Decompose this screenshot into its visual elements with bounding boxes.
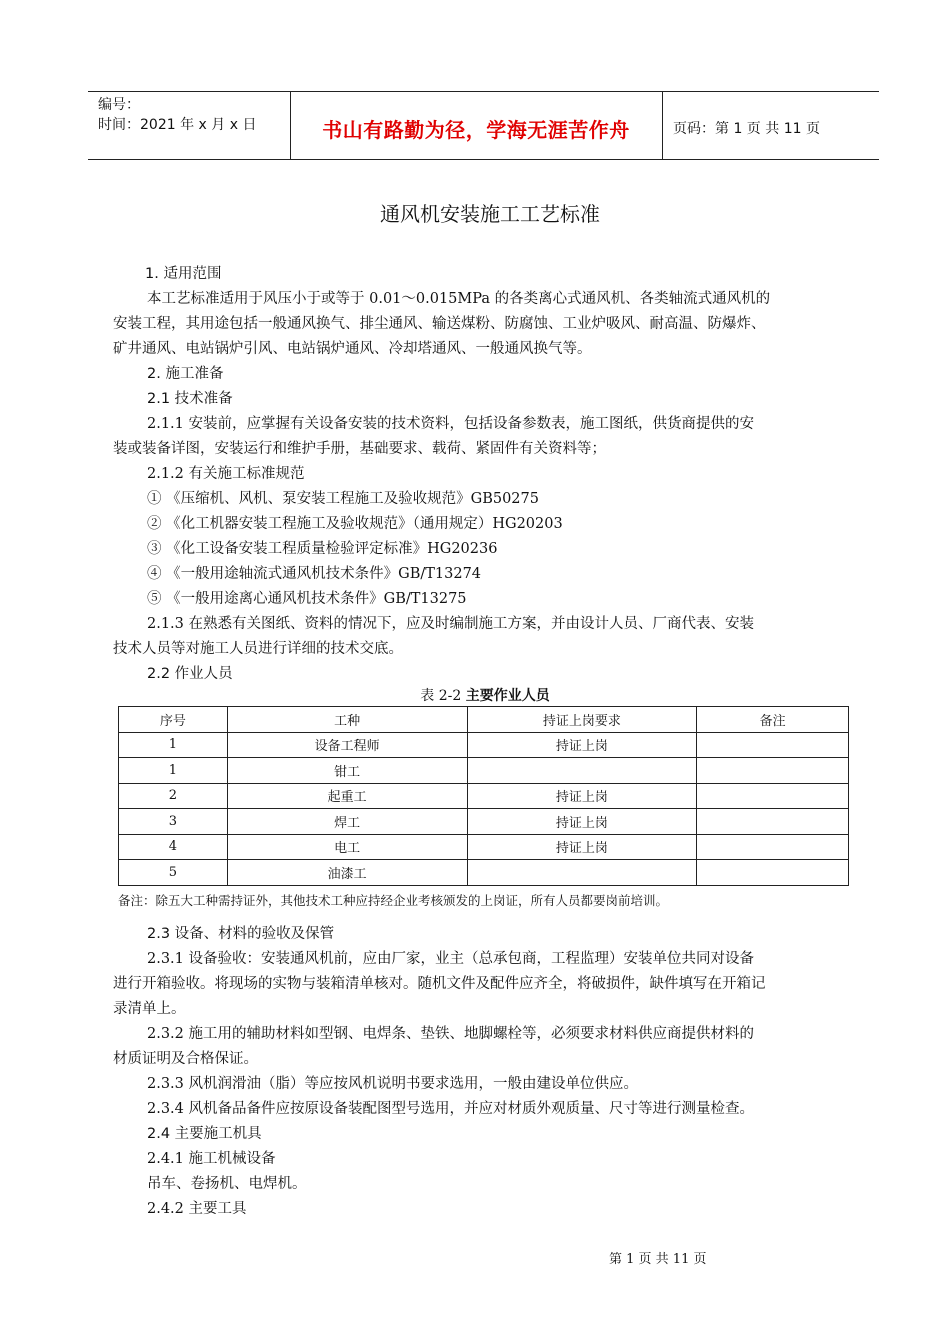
- table-cell: [697, 860, 849, 886]
- standard-item: ② 《化工机器安装工程施工及验收规范》（通用规定）HG20203: [147, 516, 563, 532]
- paragraph-line: 矿井通风、电站锅炉引风、电站锅炉通风、冷却塔通风、一般通风换气等。: [113, 341, 592, 357]
- table-header-cell: 工种: [227, 707, 467, 733]
- paragraph-line: 2.3.4 风机备品备件应按原设备装配图型号选用，并应对材质外观质量、尺寸等进行测量检查。: [147, 1101, 754, 1117]
- header-motto-cell: [290, 92, 663, 159]
- paragraph-line: 2.4.1 施工机械设备: [147, 1151, 276, 1167]
- table-cell: 5: [119, 860, 228, 886]
- table-cell: [697, 732, 849, 758]
- table-header-cell: 持证上岗要求: [467, 707, 697, 733]
- table-row: [119, 758, 849, 784]
- table-cell: 持证上岗: [467, 809, 697, 835]
- table-caption-prefix: 表 2-2: [420, 688, 462, 704]
- paragraph-line: 2.1.2 有关施工标准规范: [147, 466, 305, 482]
- document-title: 通风机安装施工工艺标准: [380, 202, 600, 226]
- table-cell: 焊工: [227, 809, 467, 835]
- table-cell: 4: [119, 834, 228, 860]
- paragraph-line: 吊车、卷扬机、电焊机。: [147, 1176, 307, 1192]
- paragraph-line: 技术人员等对施工人员进行详细的技术交底。: [113, 641, 403, 657]
- table-header-cell: 序号: [119, 707, 228, 733]
- table-cell: 设备工程师: [227, 732, 467, 758]
- table-header-cell: 备注: [697, 707, 849, 733]
- section-2-1-heading: 2.1 技术准备: [147, 391, 233, 407]
- staff-table: [118, 706, 849, 886]
- paragraph-line: 2.3.3 风机润滑油（脂）等应按风机说明书要求选用，一般由建设单位供应。: [147, 1076, 639, 1092]
- table-cell: 钳工: [227, 758, 467, 784]
- table-cell: [697, 834, 849, 860]
- standard-item: ③ 《化工设备安装工程质量检验评定标准》HG20236: [147, 541, 498, 557]
- paragraph-line: 2.3.1 设备验收：安装通风机前，应由厂家，业主（总承包商，工程监理）安装单位共同对设备: [147, 951, 754, 967]
- section-2-4-heading: 2.4 主要施工机具: [147, 1126, 262, 1142]
- table-note: 备注：除五大工种需持证外，其他技术工种应持经企业考核颁发的上岗证，所有人员都要岗前培训。: [118, 893, 669, 908]
- paragraph-line: 2.4.2 主要工具: [147, 1201, 247, 1217]
- section-2-3-heading: 2.3 设备、材料的验收及保管: [147, 926, 335, 942]
- table-cell: 起重工: [227, 783, 467, 809]
- header-page-cell: [663, 92, 879, 159]
- document-time-label: 时间：2021 年 x 月 x 日: [98, 117, 257, 133]
- table-cell: 3: [119, 809, 228, 835]
- table-cell: 1: [119, 732, 228, 758]
- table-cell: 持证上岗: [467, 834, 697, 860]
- paragraph-line: 2.1.3 在熟悉有关图纸、资料的情况下，应及时编制施工方案，并由设计人员、厂商代表、安装: [147, 616, 754, 632]
- paragraph-line: 材质证明及合格保证。: [113, 1051, 258, 1067]
- paragraph-line: 进行开箱验收。将现场的实物与装箱清单核对。随机文件及配件应齐全，将破损件，缺件填写在开箱记: [113, 976, 766, 992]
- section-1-heading: 1. 适用范围: [145, 266, 222, 282]
- header-meta-cell: [88, 92, 291, 159]
- page-header: [88, 91, 879, 160]
- table-cell: [697, 783, 849, 809]
- table-cell: 电工: [227, 834, 467, 860]
- paragraph-line: 录清单上。: [113, 1001, 186, 1017]
- table-cell: [467, 758, 697, 784]
- document-number-label: 编号：: [98, 97, 140, 113]
- table-row: [119, 809, 849, 835]
- standard-item: ① 《压缩机、风机、泵安装工程施工及验收规范》GB50275: [147, 491, 539, 507]
- table-row: [119, 834, 849, 860]
- section-2-heading: 2. 施工准备: [147, 366, 224, 382]
- paragraph-line: 装或装备详图，安装运行和维护手册，基础要求、载荷、紧固件有关资料等；: [113, 441, 606, 457]
- paragraph-line: 安装工程，其用途包括一般通风换气、排尘通风、输送煤粉、防腐蚀、工业炉吸风、耐高温、防爆炸、: [113, 316, 766, 332]
- header-page-label: 页码：第 1 页 共 11 页: [673, 121, 820, 137]
- standard-item: ④ 《一般用途轴流式通风机技术条件》GB/T13274: [147, 566, 482, 582]
- paragraph-line: 2.3.2 施工用的辅助材料如型钢、电焊条、垫铁、地脚螺栓等，必须要求材料供应商提供材料的: [147, 1026, 754, 1042]
- table-cell: 持证上岗: [467, 732, 697, 758]
- table-cell: [467, 860, 697, 886]
- paragraph-line: 本工艺标准适用于风压小于或等于 0.01～0.015MPa 的各类离心式通风机、各类轴流式通风机的: [147, 291, 771, 307]
- table-cell: 持证上岗: [467, 783, 697, 809]
- table-row: [119, 732, 849, 758]
- standard-item: ⑤ 《一般用途离心通风机技术条件》GB/T13275: [147, 591, 467, 607]
- table-cell: [697, 809, 849, 835]
- header-motto: 书山有路勤为径，学海无涯苦作舟: [322, 118, 630, 142]
- table-cell: 2: [119, 783, 228, 809]
- table-row: [119, 783, 849, 809]
- section-2-2-heading: 2.2 作业人员: [147, 666, 233, 682]
- table-header-row: [119, 707, 849, 733]
- page-footer: 第 1 页 共 11 页: [609, 1252, 707, 1267]
- paragraph-line: 2.1.1 安装前，应掌握有关设备安装的技术资料，包括设备参数表，施工图纸，供货商提供的安: [147, 416, 754, 432]
- table-row: [119, 860, 849, 886]
- table-cell: [697, 758, 849, 784]
- table-caption-title: 主要作业人员: [465, 688, 550, 704]
- table-cell: 1: [119, 758, 228, 784]
- table-cell: 油漆工: [227, 860, 467, 886]
- table-caption: [0, 685, 950, 705]
